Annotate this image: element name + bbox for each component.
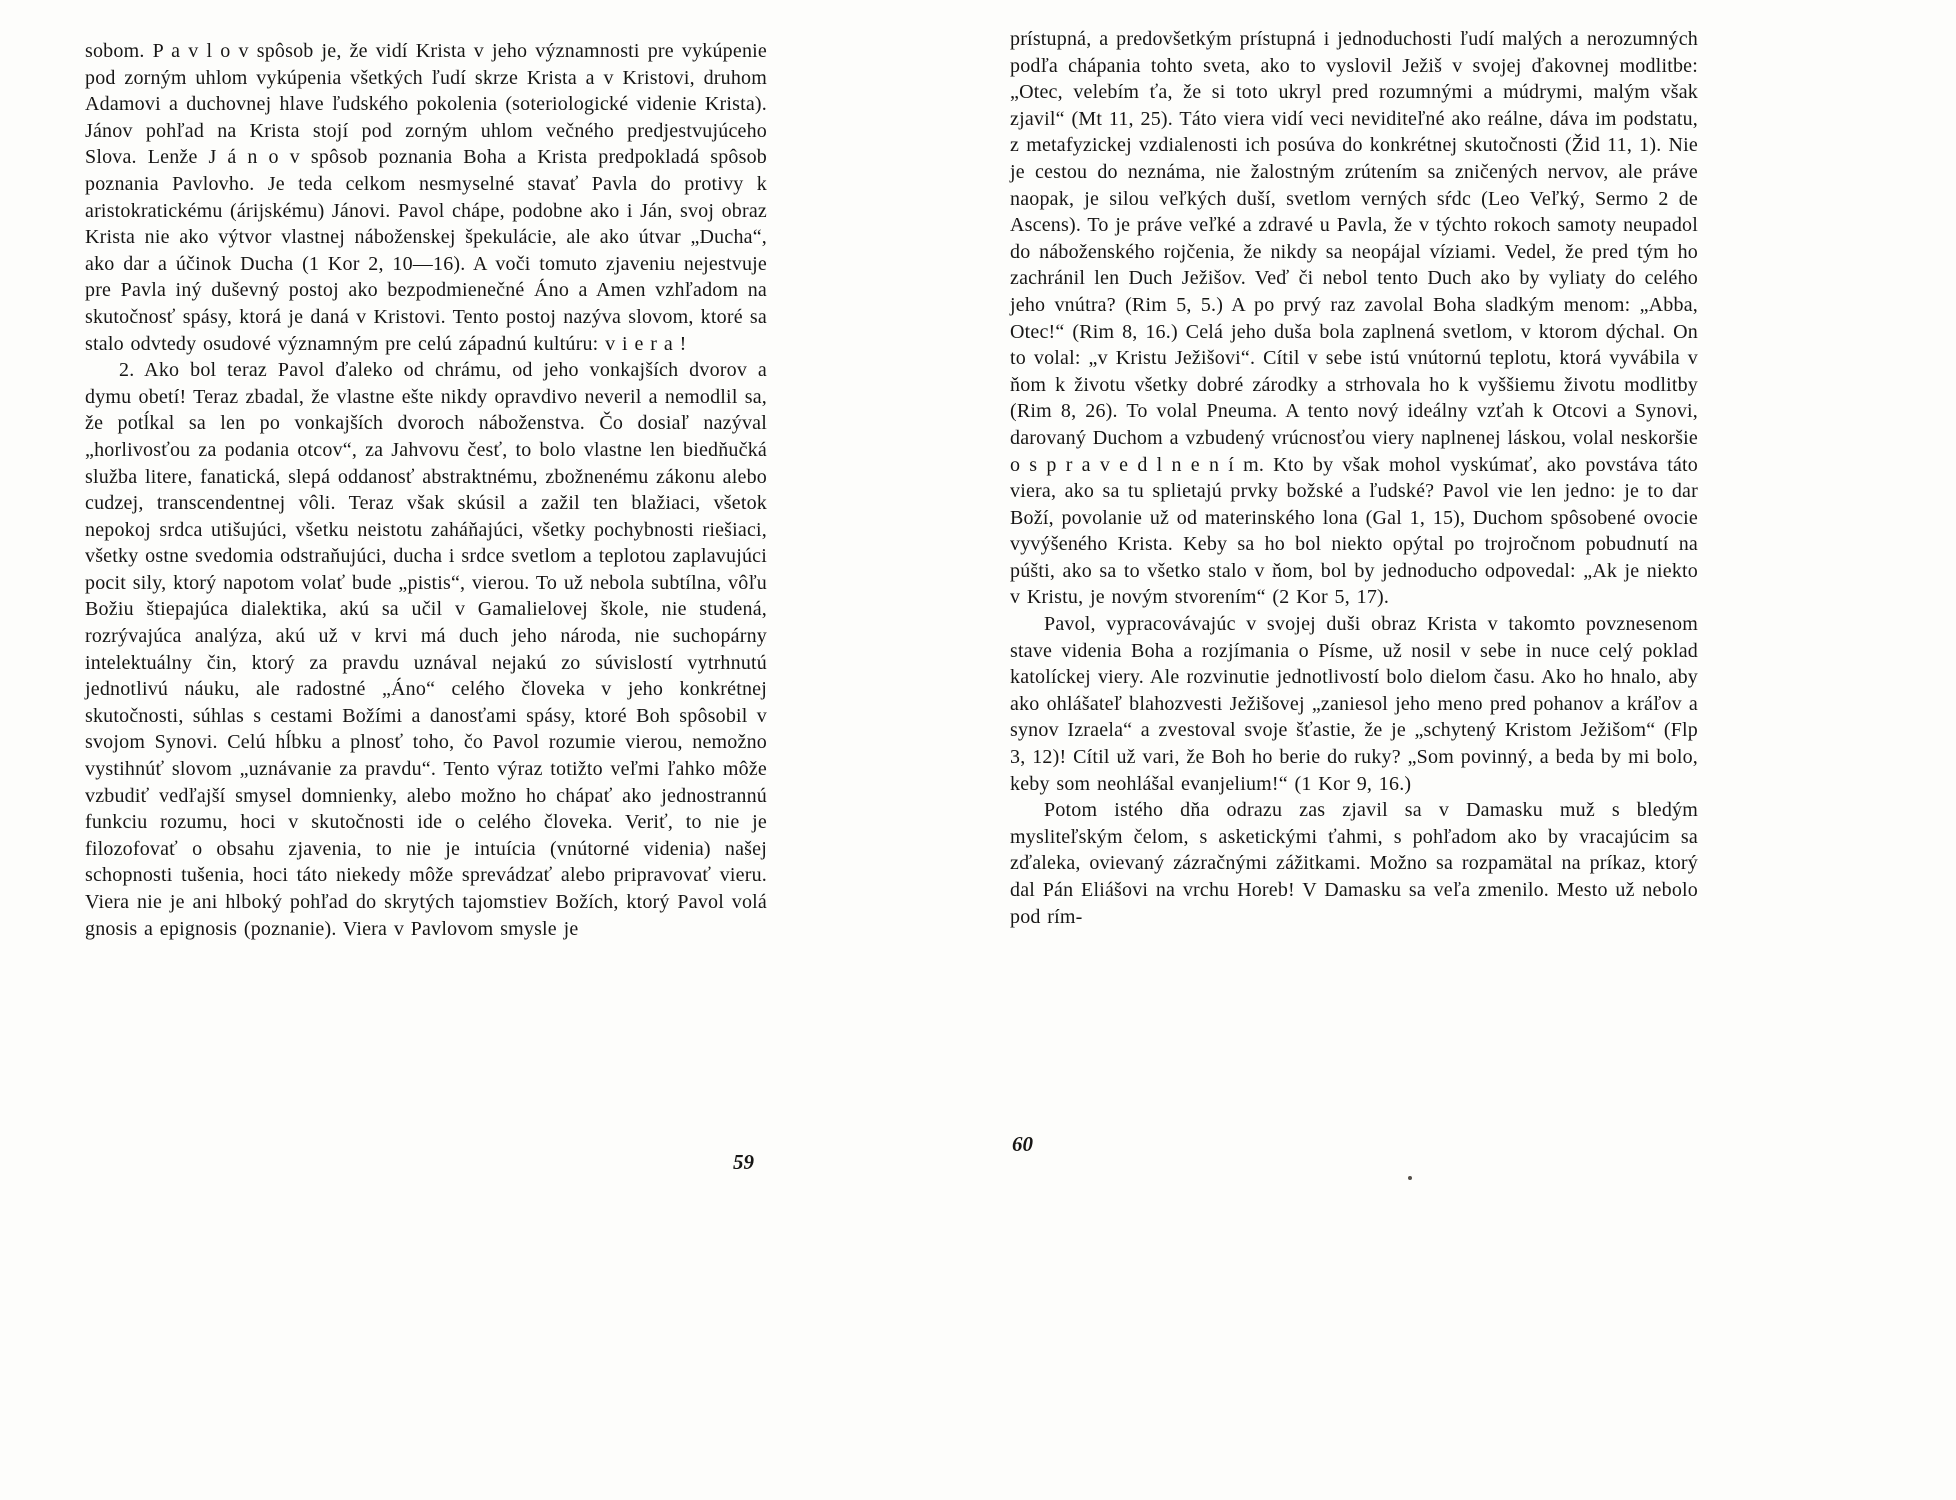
page-right-text-column: [1010, 26, 1698, 930]
paragraph: prístupná, a predovšetkým prístupná i jednoduchosti ľudí malých a nerozumných podľa chápania tohto sveta, ako to vyslovil Ježiš v svojej ďakovnej modlitbe: „Otec, velebím ťa, že si toto ukryl pred rozumnými a múdrymi, malým však zjavil“ (Mt 11, 25). Táto viera vidí veci neviditeľné ako reálne, dáva im podstatu, z metafyzickej vzdialenosti ich posúva do konkrétnej skutočnosti (Žid 11, 1). Nie je cestou do neznáma, nie žalostným zrútením sa zničených nervov, ale práve naopak, je silou veľkých duší, svetlom verných sŕdc (Leo Veľký, Sermo 2 de Ascens). To je práve veľké a zdravé u Pavla, že v týchto rokoch samoty neupadol do náboženského rojčenia, že nikdy sa neopájal víziami. Vedel, že pred tým ho zachránil len Duch Ježišov. Veď či nebol tento Duch ako by vyliaty do celého jeho vnútra? (Rim 5, 5.) A po prvý raz zavolal Boha sladkým menom: „Abba, Otec!“ (Rim 8, 16.) Celá jeho duša bola zaplnená svetlom, v ktorom dýchal. On to volal: „v Kristu Ježišovi“. Cítil v sebe istú vnútornú teplotu, ktorá vyvábila v ňom k životu všetky dobré zárodky a strhovala ho k vyššiemu životu modlitby (Rim 8, 26). To volal Pneuma. A tento nový ideálny vzťah k Otcovi a Synovi, darovaný Duchom a vzbudený vrúcnosťou viery naplnenej láskou, volal neskoršie o s p r a v e d l n e n í m. Kto by však mohol vyskúmať, ako povstáva táto viera, ako sa tu splietajú prvky božské a ľudské? Pavol vie len jedno: je to dar Boží, povolanie už od materinského lona (Gal 1, 15), Duchom spôsobené ovocie vyvýšeného Krista. Keby sa ho bol niekto opýtal po trojročnom pobudnutí na púšti, ako sa to všetko stalo v ňom, bol by jednoducho odpovedal: „Ak je niekto v Kristu, je novým stvorením“ (2 Kor 5, 17).: [1010, 28, 1698, 609]
paragraph: Potom istého dňa odrazu zas zjavil sa v Damasku muž s bledým mysliteľským čelom, s asketickými ťahmi, s pohľadom ako by vracajúcim sa zďaleka, ovievaný zázračnými zážitkami. Možno sa rozpamätal na príkaz, ktorý dal Pán Eliášovi na vrchu Horeb! V Damasku sa veľa zmenilo. Mesto už nebolo pod rím-: [1010, 799, 1698, 928]
paragraph: 2. Ako bol teraz Pavol ďaleko od chrámu, od jeho vonkajších dvorov a dymu obetí! Teraz zbadal, že vlastne ešte nikdy opravdivo neveril a nemodlil sa, že potĺkal sa len po vonkajších dvoroch náboženstva. Čo dosiaľ nazýval „horlivosťou za podania otcov“, za Jahvovu česť, to bolo vlastne len biedňučká služba litere, fanatická, slepá oddanosť abstraktnému, zbožnenému zákonu alebo cudzej, transcendentnej vôli. Teraz však skúsil a zažil ten blažiaci, všetok nepokoj srdca utišujúci, všetku neistotu zaháňajúci, všetky pochybnosti riešiaci, všetky ostne svedomia odstraňujúci, ducha i srdce svetlom a teplotou zaplavujúci pocit sily, ktorý napotom volať bude „pistis“, vierou. To už nebola subtílna, vôľu Božiu štiepajúca dialektika, akú sa učil v Gamalielovej škole, nie studená, rozrývajúca analýza, akú už v krvi má duch jeho národa, nie suchopárny intelektuálny čin, ktorý za pravdu uznával nejakú zo súvislostí vytrhnutú jednotlivú náuku, ale radostné „Áno“ celého človeka v jeho konkrétnej skutočnosti, súhlas s cestami Božími a danosťami spásy, ktoré Boh spôsobil v svojom Synovi. Celú hĺbku a plnosť toho, čo Pavol rozumie vierou, nemožno vystihnúť slovom „uznávanie za pravdu“. Tento výraz totižto veľmi ľahko môže vzbudiť vedľajší smysel domnienky, alebo možno ho chápať ako jednostrannú funkciu rozumu, hoci v skutočnosti ide o celého človeka. Veriť, to nie je filozofovať o obsahu zjavenia, to nie je intuícia (vnútorné videnia) našej schopnosti tušenia, hoci táto niekedy môže sprevádzať alebo pripravovať vieru. Viera nie je ani hlboký pohľad do skrytých tajomstiev Božích, ktorý Pavol volá gnosis a epignosis (poznanie). Viera v Pavlovom smysle je: [85, 359, 767, 940]
scan-speck: [1408, 1176, 1412, 1180]
paragraph: Pavol, vypracovávajúc v svojej duši obraz Krista v takomto povznesenom stave videnia Boha a rozjímania o Písme, už nosil v sebe in nuce celý poklad katolíckej viery. Ale rozvinutie jednotlivostí bolo dielom času. Ako ho hnalo, aby ako ohlášateľ blahozvesti Ježišovej „zaniesol jeho meno pred pohanov a kráľov a synov Izraela“ a zvestoval svoje šťastie, že je „schytený Kristom Ježišom“ (Flp 3, 12)! Cítil už vari, že Boh ho berie do ruky? „Som povinný, a beda by mi bolo, keby som neohlášal evanjelium!“ (1 Kor 9, 16.): [1010, 613, 1698, 795]
page-left-text-column: [85, 38, 767, 942]
paragraph: sobom. P a v l o v spôsob je, že vidí Krista v jeho významnosti pre vykúpenie pod zorným uhlom vykúpenia všetkých ľudí skrze Krista a v Kristovi, druhom Adamovi a duchovnej hlave ľudského pokolenia (soteriologické videnie Krista). Jánov pohľad na Krista stojí pod zorným uhlom večného predjestvujúceho Slova. Lenže J á n o v spôsob poznania Boha a Krista predpokladá spôsob poznania Pavlovho. Je teda celkom nesmyselné stavať Pavla do protivy k aristokratickému (árijskému) Jánovi. Pavol chápe, podobne ako i Ján, svoj obraz Krista nie ako výtvor vlastnej náboženskej špekulácie, ale ako útvar „Ducha“, ako dar a účinok Ducha (1 Kor 2, 10—16). A voči tomuto zjaveniu nejestvuje pre Pavla iný duševný postoj ako bezpodmienečné Áno a Amen vzhľadom na skutočnosť spásy, ktorá je daná v Kristovi. Tento postoj nazýva slovom, ktoré sa stalo odvtedy osudové významným pre celú západnú kultúru: v i e r a !: [85, 40, 767, 355]
page-number-left: 59: [733, 1150, 754, 1174]
page-number-right: 60: [1012, 1132, 1033, 1156]
